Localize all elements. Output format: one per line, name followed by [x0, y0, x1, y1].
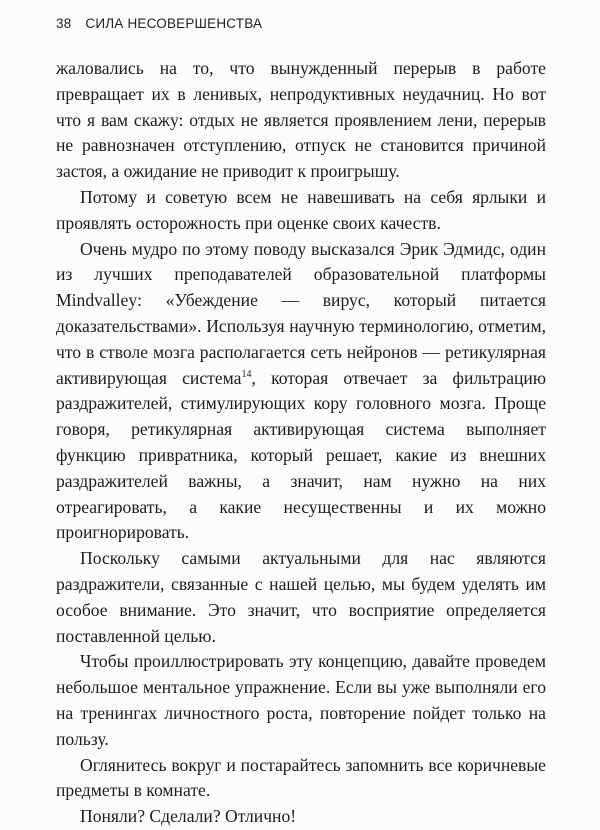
paragraph: Оглянитесь вокруг и постарайтесь запомнить все коричневые предметы в комнате. [56, 754, 546, 801]
footnote-marker: 14 [241, 368, 252, 380]
paragraph: Потому и советую всем не навешивать на себя ярлыки и проявлять осторожность при оценке своих качеств. [56, 186, 546, 233]
running-header [56, 16, 262, 31]
paragraph-text: Очень мудро по этому поводу высказался Эрик Эдмидс, один из лучших преподавателей образовательной платформы Mindvalley: «Убеждение — вирус, который питается доказательствами». Используя научную терминологию, отметим, что в стволе мозга располагается сеть нейронов — ретикулярная активирующая система [56, 238, 546, 388]
page-number: 38 [56, 16, 72, 31]
paragraph: Чтобы проиллюстрировать эту концепцию, давайте проведем небольшое ментальное упражнение. Если вы уже выполняли его на тренингах личностного роста, повторение пойдет только на пользу. [56, 651, 546, 749]
paragraph-text: , которая отвечает за фильтрацию раздражителей, стимулирующих кору головного мозга. Проще говоря, ретикулярная активирующая система выполняет функцию привратника, который решает, какие из внешних раздражителей важны, а значит, нам нужно на них отреагировать, а какие несущественны и их можно проигнорировать. [56, 367, 546, 543]
running-title: СИЛА НЕСОВЕРШЕНСТВА [85, 16, 263, 31]
paragraph: Поняли? Сделали? Отлично! [80, 806, 297, 827]
paragraph: Поскольку самыми актуальными для нас являются раздражители, связанные с нашей целью, мы будем уделять им особое внимание. Это значит, что восприятие определяется поставленной целью. [56, 548, 546, 646]
body-text [56, 56, 546, 830]
paragraph-continuation: жаловались на то, что вынужденный перерыв в работе превращает их в ленивых, непродуктивных неудачниц. Но вот что я вам скажу: отдых не является проявлением лени, перерыв не равнозначен отступлению, отпуск не становится причиной застоя, а ожидание не приводит к проигрышу. [56, 58, 546, 182]
paragraph [56, 237, 546, 547]
